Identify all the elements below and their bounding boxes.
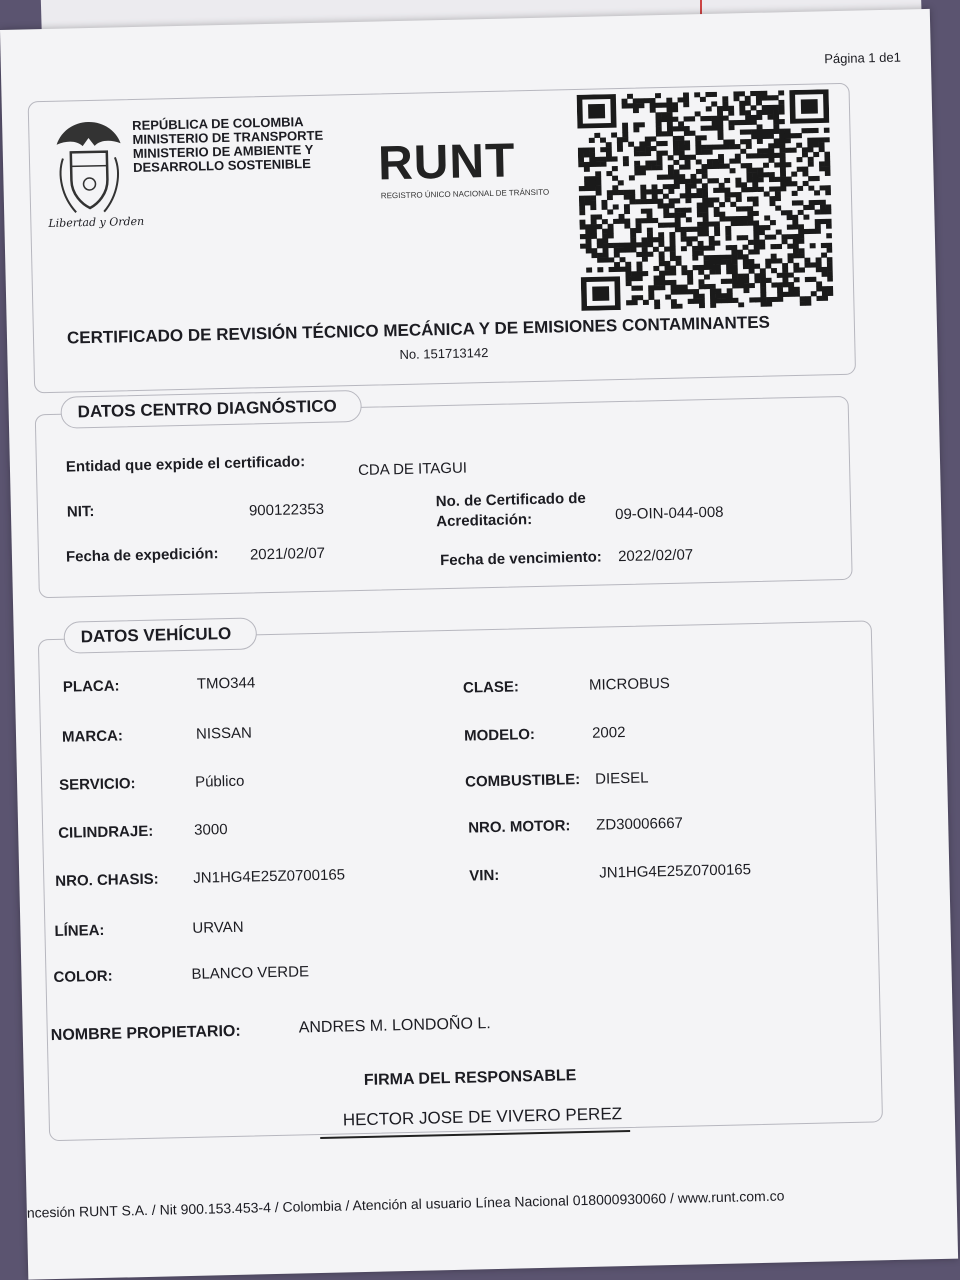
placa-label: PLACA: xyxy=(62,677,120,696)
centro-heading: DATOS CENTRO DIAGNÓSTICO xyxy=(60,390,362,429)
servicio-label: SERVICIO: xyxy=(58,775,136,794)
chasis-value: JN1HG4E25Z0700165 xyxy=(193,866,346,887)
servicio-value: Público xyxy=(194,772,245,791)
certificate-number: No. 151713142 xyxy=(399,345,489,363)
chasis-label: NRO. CHASIS: xyxy=(55,870,159,890)
color-value: BLANCO VERDE xyxy=(191,963,310,983)
runt-logo-subtitle: REGISTRO ÚNICO NACIONAL DE TRÁNSITO xyxy=(380,187,550,201)
linea-label: LÍNEA: xyxy=(54,921,105,940)
color-label: COLOR: xyxy=(53,967,113,987)
responsable-name: HECTOR JOSE DE VIVERO PEREZ xyxy=(342,1104,623,1130)
ministry-line: MINISTERIO DE TRANSPORTE xyxy=(132,127,324,148)
combustible-label: COMBUSTIBLE: xyxy=(464,771,581,791)
expedicion-value: 2021/02/07 xyxy=(249,544,326,564)
vehiculo-section xyxy=(38,620,883,1141)
propietario-value: ANDRES M. LONDOÑO L. xyxy=(298,1015,491,1037)
linea-value: URVAN xyxy=(192,918,244,937)
qr-code-icon xyxy=(577,89,834,311)
expedicion-label: Fecha de expedición: xyxy=(65,545,219,566)
motor-value: ZD30006667 xyxy=(596,814,684,834)
footer-text: ncesión RUNT S.A. / Nit 900.153.453-4 / Colombia / Atención al usuario Línea Nacional 018000930060 / www.runt.com.co xyxy=(26,1187,785,1221)
ministry-line: REPÚBLICA DE COLOMBIA xyxy=(132,114,304,134)
nit-value: 900122353 xyxy=(248,500,325,520)
cilindraje-value: 3000 xyxy=(194,821,228,839)
ministry-block xyxy=(132,115,324,175)
entidad-value: CDA DE ITAGUI xyxy=(357,459,468,479)
marca-value: NISSAN xyxy=(195,724,253,743)
runt-logo: RUNT xyxy=(377,134,517,191)
motor-label: NRO. MOTOR: xyxy=(468,817,571,837)
nit-label: NIT: xyxy=(66,502,95,521)
ministry-line: DESARROLLO SOSTENIBLE xyxy=(132,155,311,176)
ministry-line: MINISTERIO DE AMBIENTE Y xyxy=(132,141,314,162)
clase-value: MICROBUS xyxy=(588,674,671,694)
modelo-label: MODELO: xyxy=(463,726,536,745)
page-number: Página 1 de1 xyxy=(824,49,902,67)
placa-value: TMO344 xyxy=(196,674,256,693)
cilindraje-label: CILINDRAJE: xyxy=(58,822,154,842)
clase-label: CLASE: xyxy=(462,678,520,697)
coat-of-arms-icon xyxy=(52,117,126,219)
firma-label: FIRMA DEL RESPONSABLE xyxy=(363,1067,577,1090)
certificate-title: CERTIFICADO DE REVISIÓN TÉCNICO MECÁNICA Y DE EMISIONES CONTAMINANTES xyxy=(66,312,771,348)
entidad-label: Entidad que expide el certificado: xyxy=(65,453,306,476)
marca-label: MARCA: xyxy=(61,727,124,746)
propietario-label: NOMBRE PROPIETARIO: xyxy=(50,1022,241,1045)
coat-caption: Libertad y Orden xyxy=(48,214,145,230)
certificate-page xyxy=(0,9,958,1280)
combustible-value: DIESEL xyxy=(594,769,649,788)
vin-value: JN1HG4E25Z0700165 xyxy=(599,861,752,882)
acreditacion-value: 09-OIN-044-008 xyxy=(614,503,724,524)
vehiculo-heading: DATOS VEHÍCULO xyxy=(63,617,256,653)
vencimiento-label: Fecha de vencimiento: xyxy=(439,548,603,570)
vin-label: VIN: xyxy=(469,866,500,885)
vencimiento-value: 2022/02/07 xyxy=(617,546,694,566)
acreditacion-label: No. de Certificado de Acreditación: xyxy=(435,489,587,531)
modelo-value: 2002 xyxy=(591,723,626,742)
